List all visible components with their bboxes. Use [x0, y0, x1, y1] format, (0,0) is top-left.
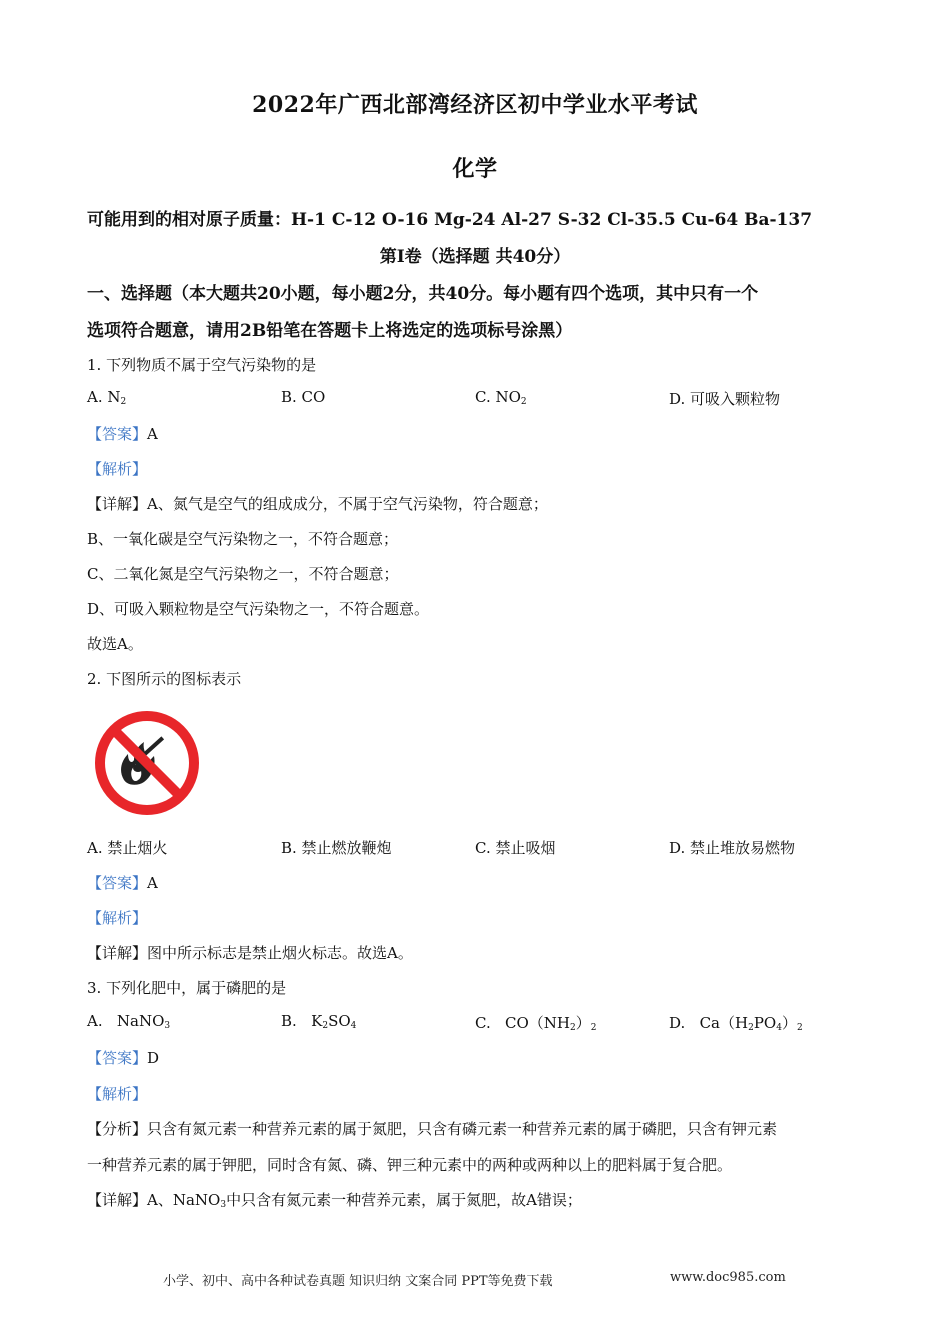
q3-analysis-line2: 一种营养元素的属于钾肥，同时含有氮、磷、钾三种元素中的两种或两种以上的肥料属于复合肥。 [87, 1156, 733, 1174]
q3-option-b: B. $K_2SO_4$ [281, 1012, 357, 1031]
q3-option-c: C. $CO(NH_2)_2$ [475, 1014, 597, 1033]
atomic-mass-line: 可能用到的相对原子质量：H-1 C-12 O-16 Mg-24 Al-27 S-32 Cl-35.5 Cu-64 Ba-137 [87, 210, 813, 230]
section-heading-line1: 一、选择题（本大题共20小题，每小题2分，共40分。每小题有四个选项，其中只有一个 [87, 284, 759, 304]
q3-analysis-line1: 【分析】只含有氮元素一种营养元素的属于氮肥，只含有磷元素一种营养元素的属于磷肥，只含有钾元素 [87, 1120, 778, 1138]
q3-option-d: D. $Ca(H_2PO_4)_2$ [669, 1014, 803, 1033]
q1-answer: 【答案】A [87, 425, 158, 443]
q2-option-a: A. 禁止烟火 [87, 839, 168, 857]
q1-option-a: A. $N_2$ [87, 388, 127, 407]
q2-analysis-tag: 【解析】 [87, 909, 148, 927]
q3-detail-1: 【详解】A、NaNO$_3$中只含有氮元素一种营养元素，属于氮肥，故A错误； [87, 1191, 582, 1210]
q2-detail-1: 【详解】图中所示标志是禁止烟火标志。故选A。 [87, 944, 413, 962]
q2-option-d: D. 禁止堆放易燃物 [669, 839, 796, 857]
q2-option-b: B. 禁止燃放鞭炮 [281, 839, 392, 857]
q3-answer: 【答案】D [87, 1049, 160, 1067]
section-heading-line2: 选项符合题意，请用2B铅笔在答题卡上将选定的选项标号涂黑） [87, 321, 573, 341]
q1-option-d: D. 可吸入颗粒物 [669, 390, 781, 408]
q1-detail-4: D、可吸入颗粒物是空气污染物之一，不符合题意。 [87, 600, 430, 618]
q3-stem: 3. 下列化肥中，属于磷肥的是 [87, 979, 287, 997]
part-title: 第I卷（选择题 共40分） [379, 247, 571, 267]
q3-option-a: A. NaNO$_3$ [87, 1012, 171, 1031]
q2-answer: 【答案】A [87, 874, 158, 892]
q1-analysis-tag: 【解析】 [87, 460, 148, 478]
footer-text: 小学、初中、高中各种试卷真题 知识归纳 文案合同 PPT等免费下载 [163, 1274, 553, 1289]
q1-stem: 1. 下列物质不属于空气污染物的是 [87, 356, 317, 374]
q1-option-b: B. CO [281, 388, 326, 406]
q1-detail-3: C、二氧化氮是空气污染物之一，不符合题意； [87, 565, 399, 583]
q1-detail-1: 【详解】A、氮气是空气的组成成分，不属于空气污染物，符合题意； [87, 495, 548, 513]
footer-url[interactable]: www.doc985.com [670, 1270, 786, 1285]
subject-title: 化学 [452, 156, 498, 182]
q3-analysis-tag: 【解析】 [87, 1085, 148, 1103]
q2-stem: 2. 下图所示的图标表示 [87, 670, 242, 688]
q2-option-c: C. 禁止吸烟 [475, 839, 556, 857]
q1-detail-2: B、一氧化碳是空气污染物之一，不符合题意； [87, 530, 399, 548]
q1-detail-5: 故选A。 [87, 635, 143, 653]
q1-option-c: C. $NO_2$ [475, 388, 527, 407]
no-open-flame-sign-icon [92, 708, 202, 818]
exam-title: 2022年广西北部湾经济区初中学业水平考试 [252, 92, 698, 118]
